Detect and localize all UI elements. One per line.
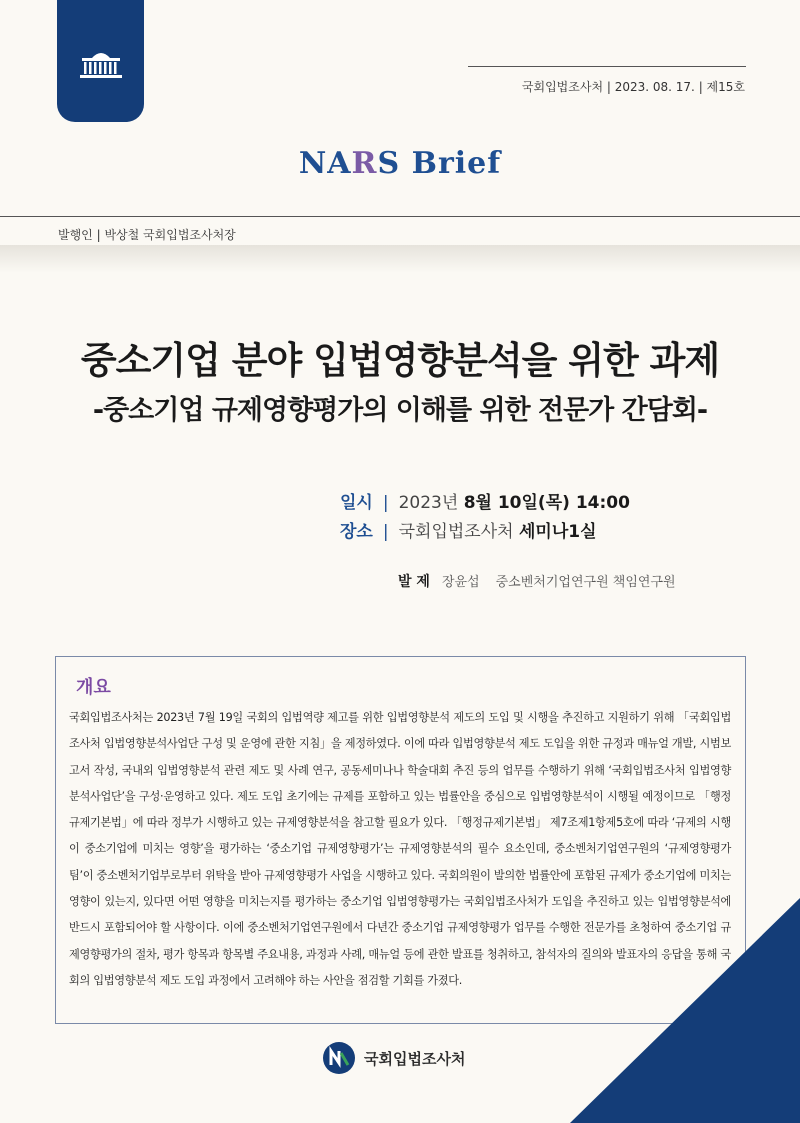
speaker-name: 장윤섭: [441, 575, 480, 590]
event-place: 장소 | 국회입법조사처 세미나1실: [340, 522, 597, 542]
place-org: 국회입법조사처: [398, 522, 514, 542]
header-band: [0, 245, 800, 273]
speaker-affiliation: 중소벤처기업연구원 책임연구원: [495, 575, 676, 590]
publisher-line: 발행인 | 박상철 국회입법조사처장: [58, 228, 236, 242]
date-detail: 8월 10일(목) 14:00: [463, 493, 630, 513]
page-title: 중소기업 분야 입법영향분석을 위한 과제: [80, 339, 720, 382]
footer-org-name: 국회입법조사처: [364, 1049, 466, 1068]
divider: [0, 216, 800, 217]
overview-body: 국회입법조사처는 2023년 7월 19일 국회의 입법역량 제고를 위한 입법영향분석 제도의 도입 및 시행을 추진하고 지원하기 위해 「국회입법조사처 입법영향분석사업단 구성 및 운영에 관한 지침」을 제정하였다. 이에 따라 입법영향분석 제도 도입을 위한 규정과 매뉴얼 개발, 시범보고서 작성, 국내외 입법영향분석 관련 제도 및 사례 연구, 공동세미나나 학술대회 추진 등의 업무를 수행하기 위해 ‘국회입법조사처 입법영향분석사업단’을 구성·운영하고 있다. 제도 도입 초기에는 규제를 포함하고 있는 법률안을 중심으로 입법영향분석이 시행될 예정이므로 「행정규제기본법」에 따라 정부가 시행하고 있는 규제영향분석을 참고할 필요가 있다. 「행정규제기본법」 제7조제1항제5호에 따라 ‘규제의 시행이 중소기업에 미치는 영향’을 평가하는 ‘중소기업 규제영향평가’는 규제영향분석의 필수 요소인데, 중소벤처기업연구원의 ‘규제영향평가팀’이 중소벤처기업부로부터 위탁을 받아 규제영향평가 사업을 시행하고 있다. 국회의원이 발의한 법률안에 포함된 규제가 중소기업에 미치는 영향이 있는지, 있다면 어떤 영향을 미치는지를 평가하는 중소기업 입법영향평가는 국회입법조사처가 도입을 추진하고 있는 입법영향분석에 반드시 포함되어야 할 사항이다. 이에 중소벤처기업연구원에서 다년간 중소기업 규제영향평가 업무를 수행한 전문가를 초청하여 중소기업 규제영향평가의 절차, 평가 항목과 항목별 주요내용, 과정과 사례, 매뉴얼 등에 관한 발표를 청취하고, 참석자의 질의와 발표자의 응답을 통해 국회의 입법영향분석 제도 도입 과정에서 고려해야 하는 사안을 점검할 기회를 가졌다.: [69, 711, 731, 987]
footer-logo: [322, 1040, 465, 1076]
assembly-logo-tab: [57, 0, 144, 122]
event-speaker: [398, 571, 676, 591]
place-room: 세미나1실: [518, 522, 597, 542]
overview-heading: 개요: [76, 677, 111, 698]
header-rule: [468, 66, 746, 67]
speaker-label: 발 제: [398, 574, 430, 590]
event-date: 일시 | 2023년 8월 10일(목) 14:00: [340, 493, 630, 513]
brand-logo: NARS Brief: [298, 146, 502, 181]
page-subtitle: -중소기업 규제영향평가의 이해를 위한 전문가 간담회-: [92, 395, 708, 426]
brand-brief: Brief: [411, 146, 502, 181]
date-year: 2023년: [398, 493, 459, 513]
overview-box: [55, 656, 746, 1024]
nars-emblem-icon: [322, 1041, 356, 1075]
date-label: 일시: [340, 493, 373, 513]
assembly-building-icon: [78, 46, 124, 80]
place-label: 장소: [340, 522, 373, 542]
issue-line: 국회입법조사처 | 2023. 08. 17. | 제15호: [521, 80, 745, 94]
